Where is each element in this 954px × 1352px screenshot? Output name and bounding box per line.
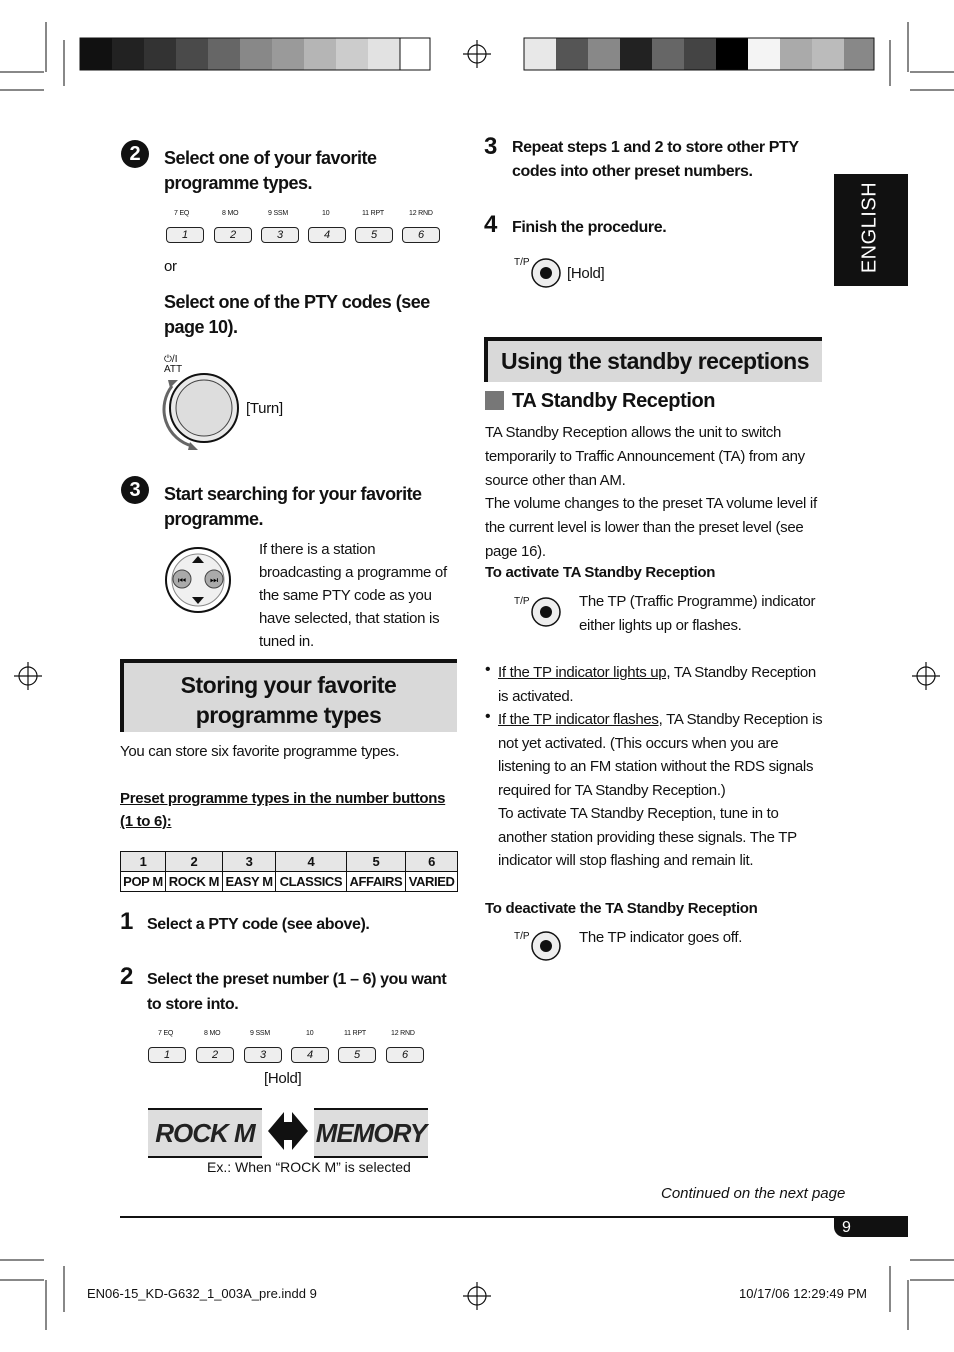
step-3-number: 3 [484, 133, 498, 160]
tp-label: T/P [514, 257, 530, 268]
button-tag: 8 MO [222, 210, 239, 217]
tp-button-icon [530, 596, 564, 630]
subsection-square-icon [485, 391, 504, 410]
tp-button-icon [530, 257, 564, 291]
activate-heading: To activate TA Standby Reception [485, 564, 716, 581]
step-2-circle: 2 [121, 140, 149, 168]
preset-table-heading: Preset programme types in the number buttons (1 to 6): [120, 790, 446, 830]
display-memory-text: MEMORY [315, 1118, 427, 1148]
button-tag: 10 [306, 1030, 314, 1037]
deactivate-heading: To deactivate the TA Standby Reception [485, 900, 758, 917]
bullet-1-rest: TA Standby Reception is activated. [498, 664, 816, 705]
or-text: or [164, 258, 177, 275]
storing-section-title: Storing your favorite programme types [180, 672, 397, 728]
table-cell: POP M [121, 872, 166, 892]
storing-section-header [120, 659, 457, 732]
ta-paragraph-1: TA Standby Reception allows the unit to switch temporarily to Traffic Announcement (TA) from any source other than AM. [485, 424, 805, 489]
store-step-2-text: Select the preset number (1 – 6) you want to store into. [147, 971, 447, 1013]
ta-paragraph-2: The volume changes to the preset TA volume level if the current level is lower than the preset level (see page 16). [485, 495, 817, 560]
deactivate-text: The TP indicator goes off. [579, 929, 743, 946]
button-tag: 7 EQ [174, 210, 190, 217]
button-tag: 10 [322, 210, 330, 217]
tp-label: T/P [514, 931, 530, 942]
button-tag: 9 SSM [250, 1030, 271, 1037]
tp-button-icon [530, 930, 564, 964]
tp-hold-label: [Hold] [567, 265, 605, 282]
table-cell: CLASSICS [276, 872, 346, 892]
button-tag: 8 MO [204, 1030, 221, 1037]
continued-note: Continued on the next page [661, 1185, 846, 1202]
language-tab [834, 174, 908, 286]
preset-key-1: 1 [166, 227, 204, 243]
store-step-1-number: 1 [120, 908, 134, 935]
bullet-1 [498, 661, 824, 709]
tp-label: T/P [514, 596, 530, 607]
ta-heading: TA Standby Reception [512, 390, 716, 412]
preset-key-4: 4 [308, 227, 346, 243]
page-number-tab [834, 1218, 908, 1237]
table-cell: 4 [276, 852, 346, 872]
page-number: 9 [842, 1219, 851, 1236]
step-3-circle: 3 [121, 476, 149, 504]
button-tag: 9 SSM [268, 210, 289, 217]
pty-select-title: Select one of the PTY codes (see page 10). [164, 292, 430, 337]
preset-key-6: 6 [386, 1047, 424, 1063]
preset-key-1: 1 [148, 1047, 186, 1063]
table-cell: AFFAIRS [346, 872, 406, 892]
preset-key-5: 5 [355, 227, 393, 243]
seek-buttons-icon [164, 546, 232, 614]
table-cell: VARIED [406, 872, 458, 892]
standby-section-title: Using the standby receptions [500, 348, 810, 374]
bullet-2 [498, 708, 824, 873]
example-caption: Ex.: When “ROCK M” is selected [207, 1159, 411, 1175]
step-4-number: 4 [484, 211, 498, 238]
language-tab-label: ENGLISH [858, 181, 881, 274]
storing-intro: You can store six favorite programme types. [120, 743, 400, 760]
bullet-1-underlined: If the TP indicator lights up, [498, 664, 671, 681]
turn-label: [Turn] [246, 400, 283, 417]
display-rock-m-text: ROCK M [155, 1118, 255, 1148]
bullet-2-underlined: If the TP indicator flashes, [498, 711, 663, 728]
preset-buttons-bottom [148, 1028, 438, 1068]
activate-text: The TP (Traffic Programme) indicator either lights up or flashes. [579, 593, 816, 634]
att-label: ⏻/I ATT [164, 354, 183, 375]
step-2-title: Select one of your favorite programme types. [164, 148, 377, 193]
footer-rule [120, 1216, 908, 1218]
bullet-dot: • [485, 661, 491, 678]
preset-types-table [120, 851, 458, 892]
preset-key-2: 2 [196, 1047, 234, 1063]
bullet-dot: • [485, 708, 491, 725]
button-tag: 12 RND [409, 210, 433, 217]
table-row [121, 872, 458, 892]
button-tag: 11 RPT [344, 1030, 367, 1037]
table-cell: 6 [406, 852, 458, 872]
table-cell: 5 [346, 852, 406, 872]
table-header-row [121, 852, 458, 872]
svg-text:⏭: ⏭ [209, 576, 219, 586]
display-memory [314, 1108, 428, 1158]
table-cell: 3 [222, 852, 275, 872]
preset-key-4: 4 [291, 1047, 329, 1063]
standby-section-header [484, 337, 822, 382]
display-rock-m [148, 1108, 262, 1158]
bullet-2-rest: TA Standby Reception is not yet activated. (This occurs when you are listening to an FM station without the RDS signals required for TA Standby Reception.) [498, 711, 823, 799]
table-cell: ROCK M [166, 872, 223, 892]
button-tag: 11 RPT [362, 210, 385, 217]
bullet-2-extra: To activate TA Standby Reception, tune in to another station providing these signals. The TP indicator will stop flashing and remain lit. [498, 805, 797, 869]
table-cell: 2 [166, 852, 223, 872]
step-4-text: Finish the procedure. [512, 219, 667, 236]
preset-key-2: 2 [214, 227, 252, 243]
hold-label: [Hold] [264, 1070, 302, 1087]
step-3-title: Start searching for your favorite programme. [164, 484, 422, 529]
step-3-description: If there is a station broadcasting a programme of the same PTY code as you have selected, that station is tuned in. [259, 541, 447, 650]
button-tag: 12 RND [391, 1030, 415, 1037]
svg-text:⏮: ⏮ [177, 576, 187, 586]
volume-knob-icon [162, 366, 246, 452]
table-cell: 1 [121, 852, 166, 872]
print-file-info: EN06-15_KD-G632_1_003A_pre.indd 9 [87, 1286, 317, 1301]
preset-key-5: 5 [338, 1047, 376, 1063]
preset-key-6: 6 [402, 227, 440, 243]
store-step-2-number: 2 [120, 963, 134, 990]
print-date-info: 10/17/06 12:29:49 PM [739, 1286, 867, 1301]
alternating-arrows-icon [266, 1108, 310, 1154]
step-3-text: Repeat steps 1 and 2 to store other PTY codes into other preset numbers. [512, 139, 799, 180]
preset-key-3: 3 [261, 227, 299, 243]
preset-key-3: 3 [244, 1047, 282, 1063]
preset-buttons-top [164, 208, 454, 248]
button-tag: 7 EQ [158, 1030, 174, 1037]
store-step-1-text: Select a PTY code (see above). [147, 916, 370, 933]
table-cell: EASY M [222, 872, 275, 892]
